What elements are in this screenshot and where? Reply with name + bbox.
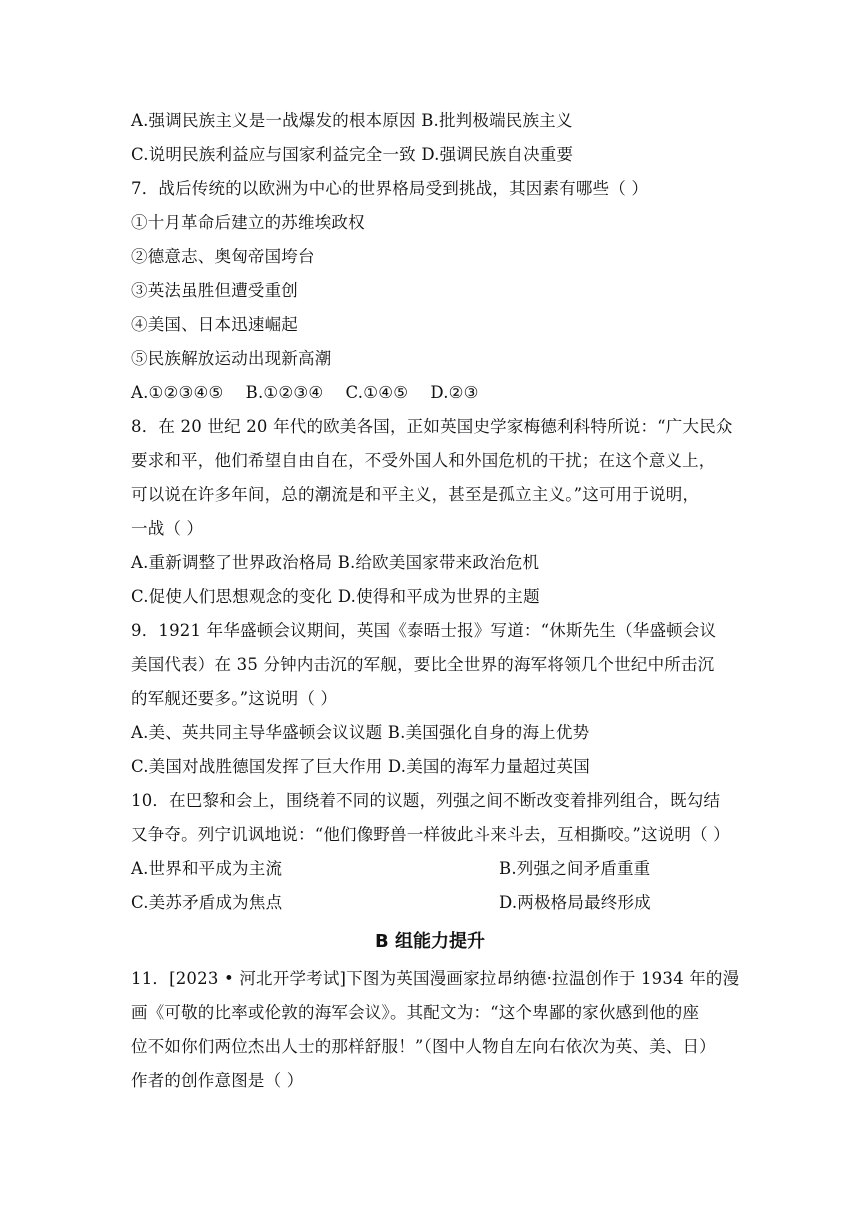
- q9-stem-line-3: 的军舰还要多。”这说明（ ）: [131, 689, 338, 708]
- q7-item-2: ②德意志、奥匈帝国垮台: [131, 247, 315, 266]
- q10-option-b: B.列强之间矛盾重重: [499, 859, 651, 878]
- q7-stem: 7．战后传统的以欧洲为中心的世界格局受到挑战，其因素有哪些（ ）: [131, 179, 649, 198]
- q11-stem-line-2: 画《可敬的比率或伦敦的海军会议》。其配文为：“这个卑鄙的家伙感到他的座: [131, 1003, 700, 1022]
- q7-item-4: ④美国、日本迅速崛起: [131, 315, 298, 334]
- q8-stem-line-3: 可以说在许多年间，总的潮流是和平主义，甚至是孤立主义。”这可用于说明，: [131, 485, 700, 504]
- q8-stem-line-4: 一战（ ）: [131, 519, 204, 538]
- q10-stem-line-2: 又争夺。列宁讥讽地说：“他们像野兽一样彼此斗来斗去，互相撕咬。”这说明（ ）: [131, 825, 730, 844]
- q8-stem-line-2: 要求和平，他们希望自由自在，不受外国人和外国危机的干扰；在这个意义上，: [131, 451, 716, 470]
- q11-stem-line-1: 11．[2023 • 河北开学考试]下图为英国漫画家拉昂纳德·拉温创作于 1934 年的漫: [131, 969, 740, 988]
- q11-stem-line-4: 作者的创作意图是（ ）: [131, 1071, 304, 1090]
- q10-options-row-2: [131, 893, 651, 913]
- q8-stem-line-1: 8．在 20 世纪 20 年代的欧美各国，正如英国史学家梅德利科特所说：“广大民众: [131, 417, 733, 436]
- q7-item-5: ⑤民族解放运动出现新高潮: [131, 349, 332, 368]
- q7-item-1: ①十月革命后建立的苏维埃政权: [131, 213, 365, 232]
- q6-option-ab: A.强调民族主义是一战爆发的根本原因 B.批判极端民族主义: [131, 111, 573, 130]
- q6-option-cd: C.说明民族利益应与国家利益完全一致 D.强调民族自决重要: [131, 145, 574, 164]
- q10-option-d: D.两极格局最终形成: [499, 893, 651, 912]
- q9-stem-line-1: 9．1921 年华盛顿会议期间，英国《泰晤士报》写道：“休斯先生（华盛顿会议: [131, 621, 717, 640]
- q9-option-ab: A.美、英共同主导华盛顿会议议题 B.美国强化自身的海上优势: [131, 723, 590, 742]
- q9-option-cd: C.美国对战胜德国发挥了巨大作用 D.美国的海军力量超过英国: [131, 757, 590, 776]
- q7-item-3: ③英法虽胜但遭受重创: [131, 281, 298, 300]
- q10-stem-line-1: 10．在巴黎和会上，围绕着不同的议题，列强之间不断改变着排列组合，既勾结: [131, 791, 721, 810]
- q7-options: A.①②③④⑤ B.①②③④ C.①④⑤ D.②③: [131, 383, 479, 402]
- q8-option-cd: C.促使人们思想观念的变化 D.使得和平成为世界的主题: [131, 587, 540, 606]
- q11-stem-line-3: 位不如你们两位杰出人士的那样舒服！”（图中人物自左向右依次为英、美、日）: [131, 1037, 716, 1056]
- q9-stem-line-2: 美国代表）在 35 分钟内击沉的军舰，要比全世界的海军将领几个世纪中所击沉: [131, 655, 715, 674]
- q10-option-a: A.世界和平成为主流: [131, 859, 283, 878]
- q10-options-row-1: [131, 859, 651, 879]
- section-title: B 组能力提升: [375, 931, 485, 952]
- q10-option-c: C.美苏矛盾成为焦点: [131, 893, 283, 912]
- q8-option-ab: A.重新调整了世界政治格局 B.给欧美国家带来政治危机: [131, 553, 540, 572]
